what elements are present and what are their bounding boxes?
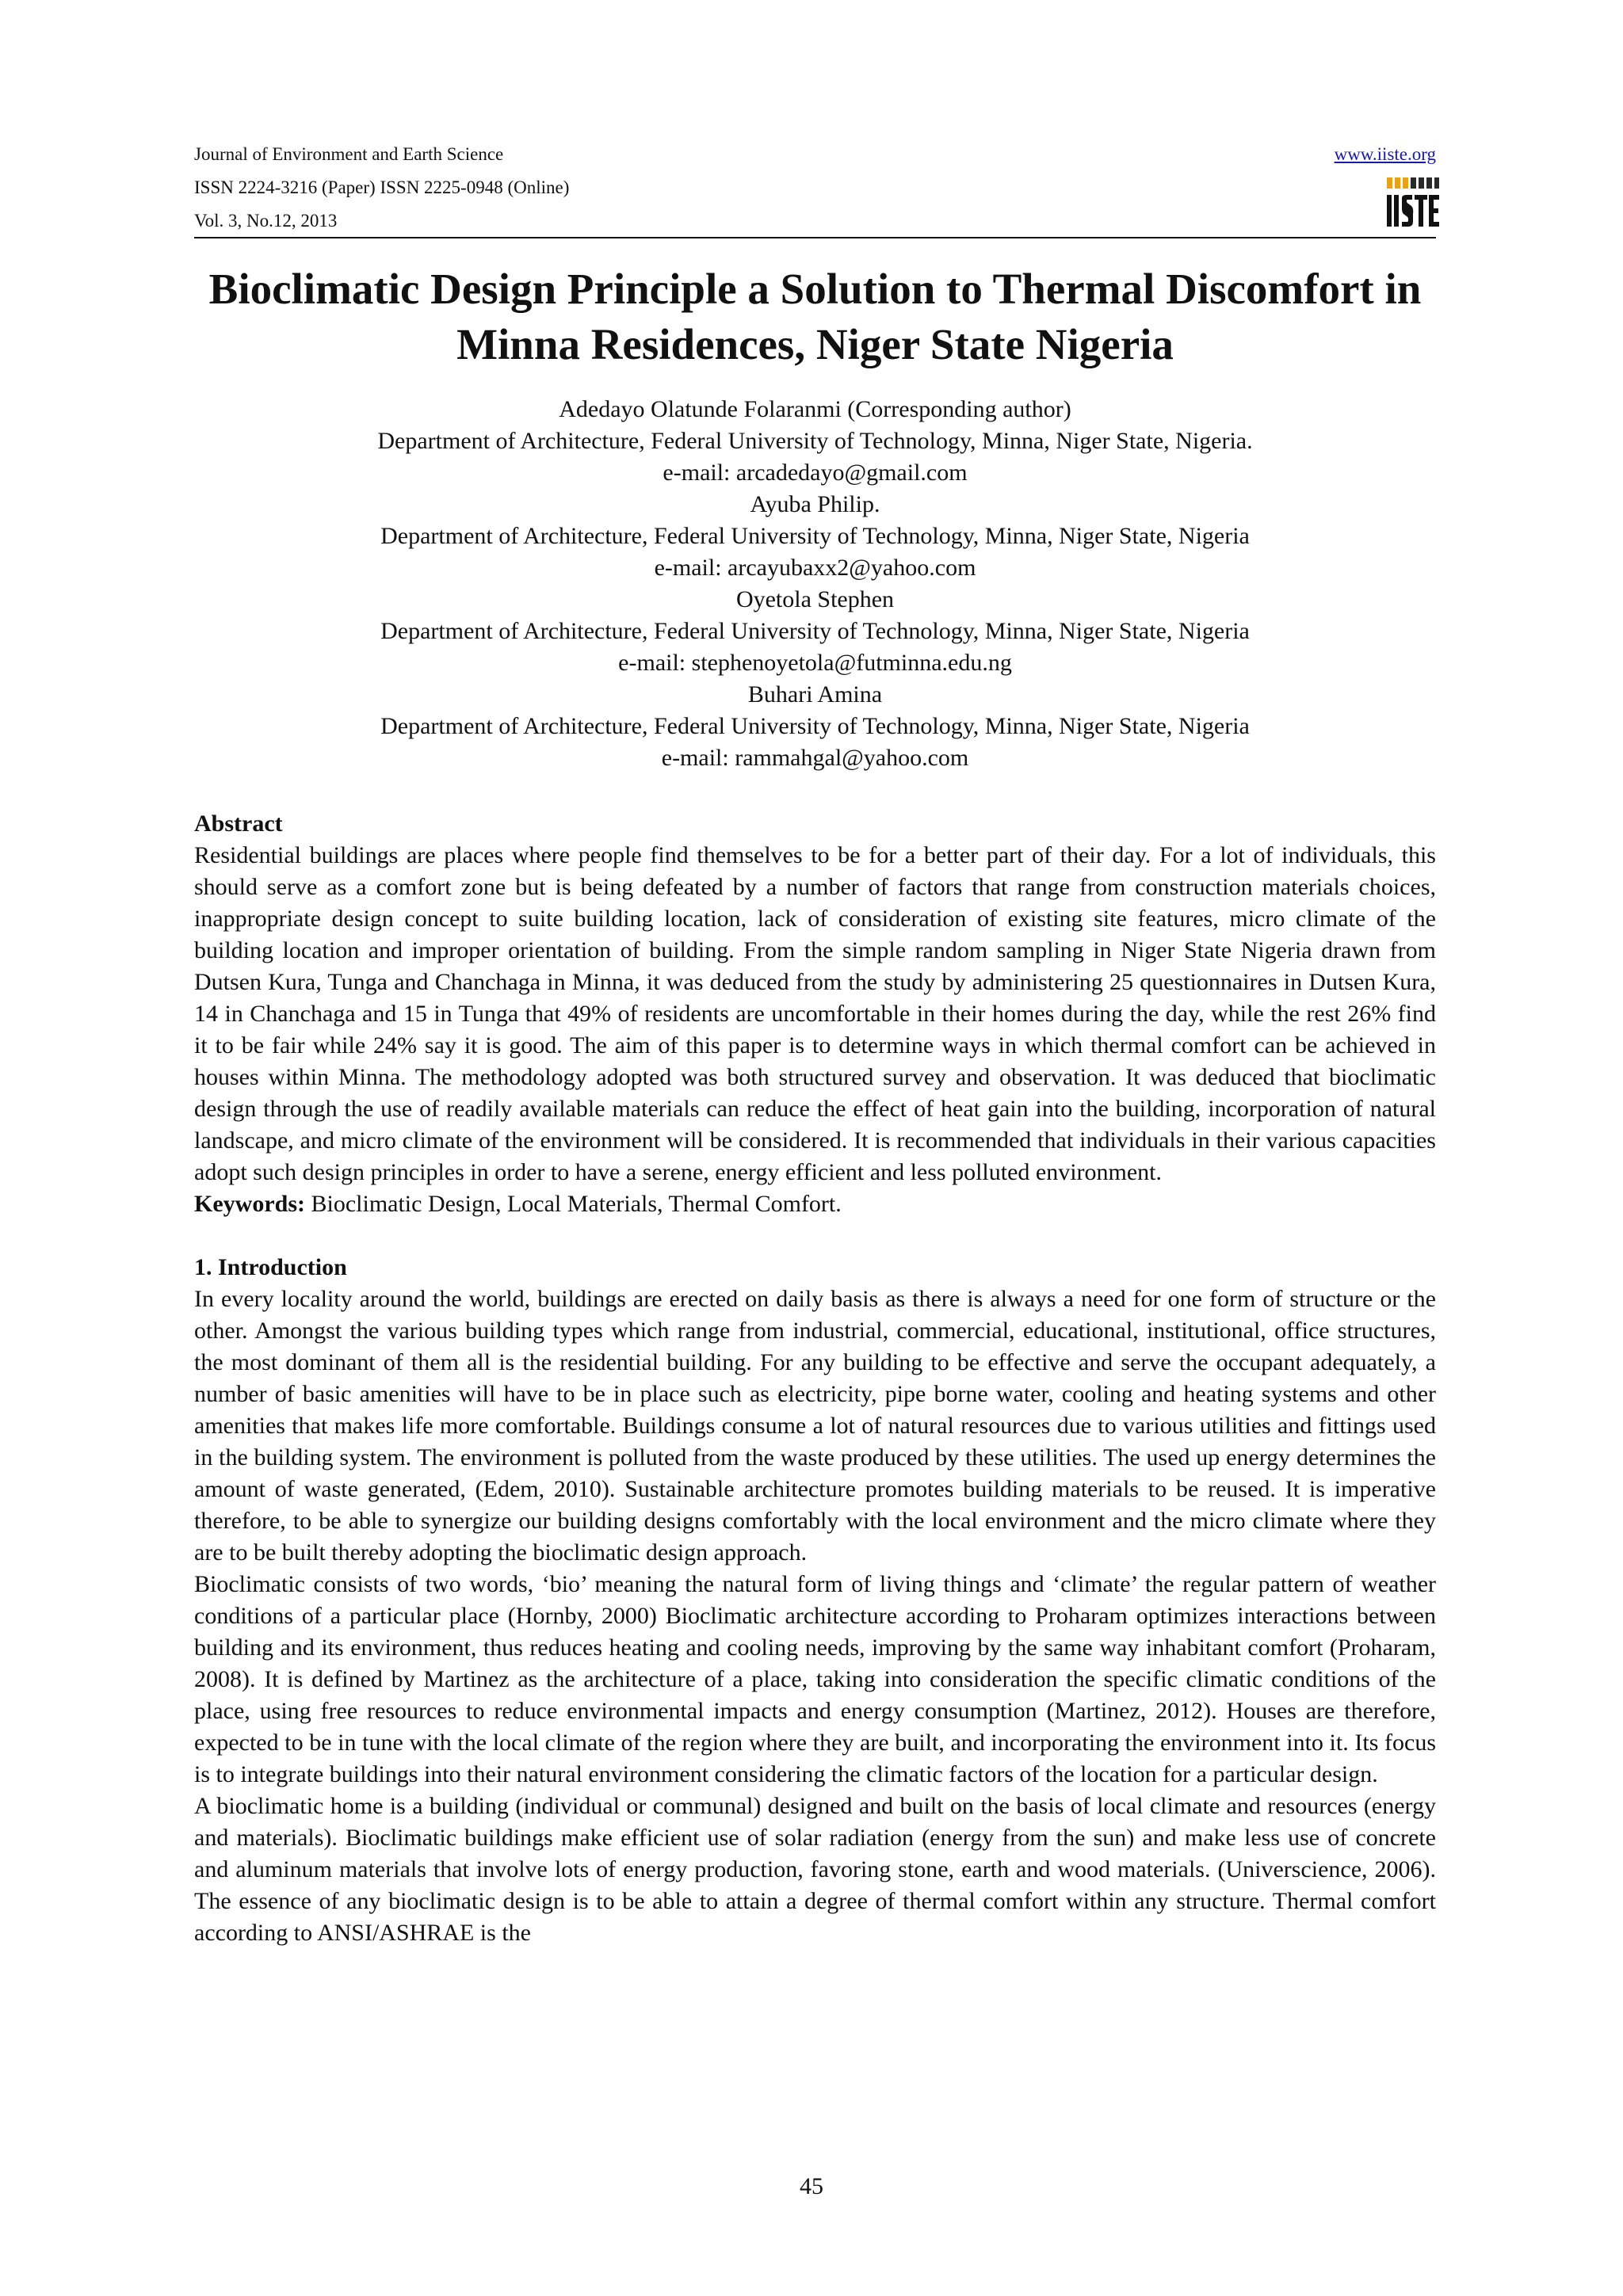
author-affiliation: Department of Architecture, Federal University of Technology, Minna, Niger State, Nigeria <box>380 523 1250 549</box>
author-email: e-mail: arcayubaxx2@yahoo.com <box>654 555 976 581</box>
keywords-line <box>194 1188 1436 1220</box>
introduction-paragraph: A bioclimatic home is a building (individual or communal) designed and built on the basis of local climate and resources (energy and materials). Bioclimatic buildings make efficient use of solar radiation (energy from the sun) and make less use of concrete and aluminum materials that involve lots of energy production, favoring stone, earth and wood materials. (Universcience, 2006). The essence of any bioclimatic design is to be able to attain a degree of thermal comfort within any structure. Thermal comfort according to ANSI/ASHRAE is the <box>194 1793 1436 1946</box>
journal-website-link[interactable]: www.iiste.org <box>1334 144 1436 164</box>
author-line: Oyetola Stephen <box>735 586 895 612</box>
journal-issn: ISSN 2224-3216 (Paper) ISSN 2225-0948 (Online) <box>194 177 570 197</box>
abstract-text: Residential buildings are places where people find themselves to be for a better part of their day. For a lot of individuals, this should serve as a comfort zone but is being defeated by a number of factors that range from construction materials choices, inappropriate design concept to suite building location, lack of consideration of existing site features, micro climate of the building location and improper orientation of building. From the simple random sampling in Niger State Nigeria drawn from Dutsen Kura, Tunga and Chanchaga in Minna, it was deduced from the study by administering 25 questionnaires in Dutsen Kura, 14 in Chanchaga and 15 in Tunga that 49% of residents are uncomfortable in their homes during the day, while the rest 26% find it to be fair while 24% say it is good. The aim of this paper is to determine ways in which thermal comfort can be achieved in houses within Minna. The methodology adopted was both structured survey and observation. It was deduced that bioclimatic design through the use of readily available materials can reduce the effect of heat gain into the building, incorporation of natural landscape, and micro climate of the environment will be considered. It is recommended that individuals in their various capacities adopt such design principles in order to have a serene, energy efficient and less polluted environment. <box>194 842 1436 1185</box>
keywords-text: Bioclimatic Design, Local Materials, Thermal Comfort. <box>304 1191 842 1217</box>
paper-body <box>194 808 1436 1949</box>
author-email: e-mail: arcadedayo@gmail.com <box>663 460 968 486</box>
journal-volume: Vol. 3, No.12, 2013 <box>194 211 338 231</box>
author-affiliation: Department of Architecture, Federal University of Technology, Minna, Niger State, Nigeria <box>380 713 1250 739</box>
author-affiliation: Department of Architecture, Federal University of Technology, Minna, Niger State, Nigeria <box>380 618 1250 644</box>
introduction-paragraph: In every locality around the world, buildings are erected on daily basis as there is always a need for one form of structure or the other. Amongst the various building types which range from industrial, commercial, educational, institutional, office structures, the most dominant of them all is the residential building. For any building to be effective and serve the occupant adequately, a number of basic amenities will have to be in place such as electricity, pipe borne water, cooling and heating systems and other amenities that makes life more comfortable. Buildings consume a lot of natural resources due to various utilities and fittings used in the building system. The environment is polluted from the waste produced by these utilities. The used up energy determines the amount of waste generated, (Edem, 2010). Sustainable architecture promotes building materials to be reused. It is imperative therefore, to be able to synergize our building designs comfortably with the local environment and the micro climate where they are to be built thereby adopting the bioclimatic design approach. <box>194 1286 1436 1566</box>
author-block <box>194 394 1436 774</box>
iiste-logo-icon <box>1385 174 1441 230</box>
author-line: Adedayo Olatunde Folaranmi (Corresponding author) <box>559 396 1071 422</box>
author-line: Ayuba Philip. <box>750 491 880 517</box>
author-email: e-mail: rammahgal@yahoo.com <box>661 745 969 771</box>
author-email: e-mail: stephenoyetola@futminna.edu.ng <box>618 650 1012 676</box>
journal-name: Journal of Environment and Earth Science <box>194 144 504 164</box>
author-affiliation: Department of Architecture, Federal University of Technology, Minna, Niger State, Nigeria. <box>377 428 1253 454</box>
keywords-label: Keywords: <box>194 1191 305 1217</box>
introduction-paragraph: Bioclimatic consists of two words, ‘bio’ meaning the natural form of living things and ‘climate’ the regular pattern of weather conditions of a particular place (Hornby, 2000) Bioclimatic architecture according to Proharam optimizes interactions between building and its environment, thus reduces heating and cooling needs, improving by the same way inhabitant comfort (Proharam, 2008). It is defined by Martinez as the architecture of a place, taking into consideration the specific climatic conditions of the place, using free resources to reduce environmental impacts and energy consumption (Martinez, 2012). Houses are therefore, expected to be in tune with the local climate of the region where they are built, and incorporating the environment into it. Its focus is to integrate buildings into their natural environment considering the climatic factors of the location for a particular design. <box>194 1571 1436 1787</box>
header-divider <box>194 237 1436 238</box>
section-gap <box>194 1220 1436 1252</box>
page-number: 45 <box>800 2173 823 2199</box>
introduction-heading: 1. Introduction <box>194 1254 347 1280</box>
author-line: Buhari Amina <box>747 681 883 707</box>
paper-title: Bioclimatic Design Principle a Solution to Thermal Discomfort in Minna Residences, Niger State Nigeria <box>208 265 1422 368</box>
journal-header <box>194 138 569 238</box>
abstract-heading: Abstract <box>194 810 283 837</box>
